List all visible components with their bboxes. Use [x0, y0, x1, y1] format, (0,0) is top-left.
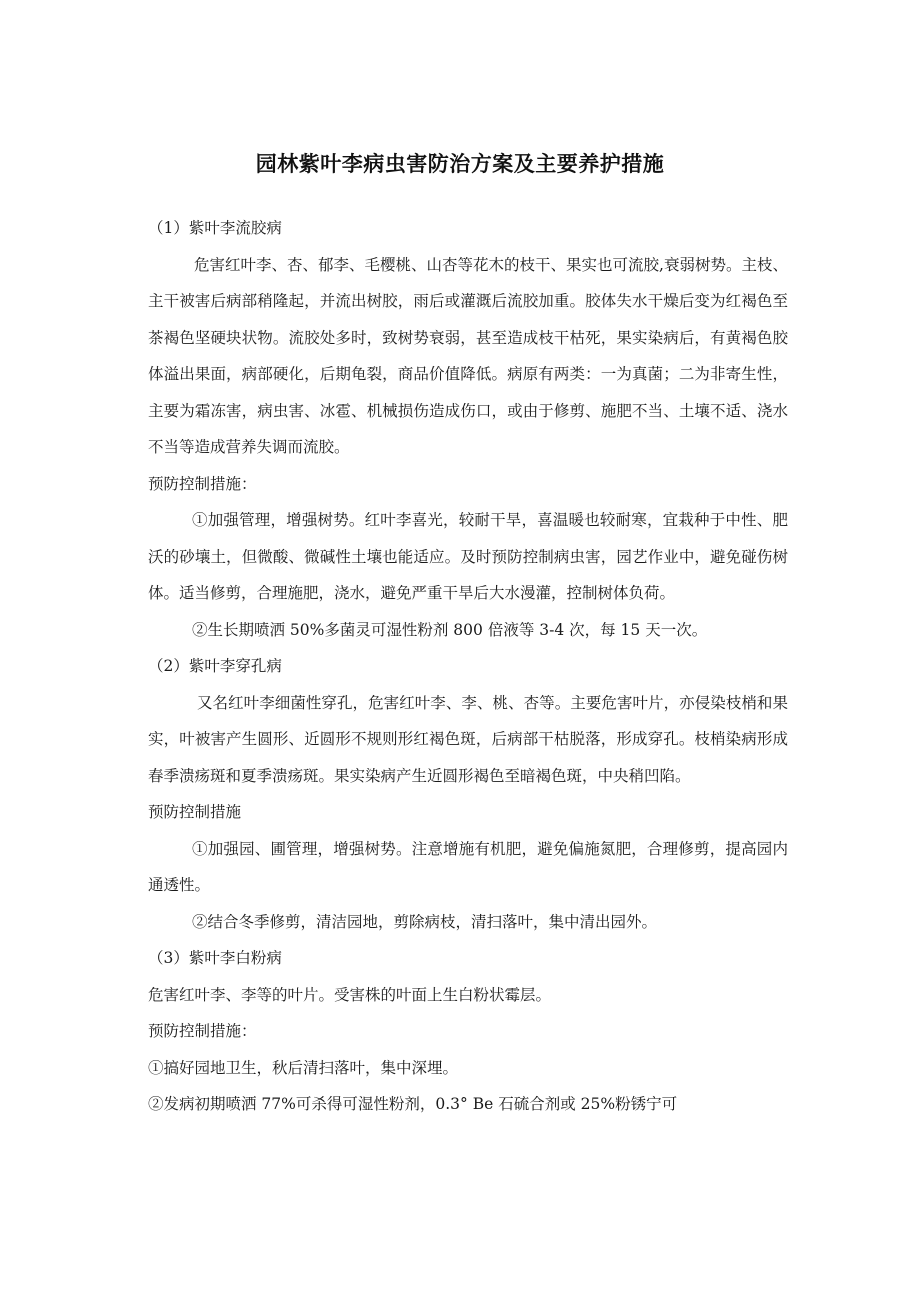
paragraph-gummosis-description: 危害红叶李、杏、郁李、毛樱桃、山杏等花木的枝干、果实也可流胶,衰弱树势。主枝、主干被害后病部稍隆起，并流出树胶，雨后或灌溉后流胶加重。胶体失水干燥后变为红褐色至茶褐色坚硬块状物。流胶处多时，致树势衰弱，甚至造成枝干枯死，果实染病后，有黄褐色胶体溢出果面，病部硬化，后期龟裂，商品价值降低。病原有两类：一为真菌；二为非寄生性，主要为霜冻害，病虫害、冰雹、机械损伤造成伤口，或由于修剪、施肥不当、土壤不适、浇水不当等造成营养失调而流胶。	[148, 255, 788, 456]
subheading-prevention-gummosis: 预防控制措施：	[148, 474, 257, 493]
section-heading-gummosis: （1）紫叶李流胶病	[148, 219, 282, 237]
document-title: 园林紫叶李病虫害防治方案及主要养护措施	[255, 152, 665, 176]
prevention-item-gummosis-2: ②生长期喷洒 50%多菌灵可湿性粉剂 800 倍液等 3-4 次，每 15 天一次。	[192, 620, 708, 639]
section-heading-shot-hole: （2）紫叶李穿孔病	[148, 657, 282, 675]
document-body	[148, 210, 788, 1123]
prevention-item-powdery-mildew-2: ②发病初期喷洒 77%可杀得可湿性粉剂，0.3° Be 石硫合剂或 25%粉锈宁可	[148, 1095, 678, 1113]
subheading-prevention-shot-hole: 预防控制措施	[148, 803, 242, 821]
paragraph-powdery-mildew-description: 危害红叶李、李等的叶片。受害株的叶面上生白粉状霉层。	[148, 985, 552, 1004]
prevention-item-shot-hole-2: ②结合冬季修剪，清洁园地，剪除病枝，清扫落叶，集中清出园外。	[192, 912, 658, 931]
prevention-item-powdery-mildew-1: ①搞好园地卫生，秋后清扫落叶，集中深埋。	[148, 1058, 459, 1077]
section-heading-powdery-mildew: （3）紫叶李白粉病	[148, 949, 282, 967]
subheading-prevention-powdery-mildew: 预防控制措施：	[148, 1022, 257, 1040]
paragraph-shot-hole-description: 又名红叶李细菌性穿孔，危害红叶李、李、桃、杏等。主要危害叶片，亦侵染枝梢和果实，叶被害产生圆形、近圆形不规则形红褐色斑，后病部干枯脱落，形成穿孔。枝梢染病形成春季溃疡斑和夏季溃疡斑。果实染病产生近圆形褐色至暗褐色斑，中央稍凹陷。	[148, 693, 788, 785]
prevention-item-gummosis-1: ①加强管理，增强树势。红叶李喜光，较耐干旱，喜温暖也较耐寒，宜栽种于中性、肥沃的砂壤土，但微酸、微碱性土壤也能适应。及时预防控制病虫害，园艺作业中，避免碰伤树体。适当修剪，合理施肥，浇水，避免严重干旱后大水漫灌，控制树体负荷。	[148, 511, 788, 602]
prevention-item-shot-hole-1: ①加强园、圃管理，增强树势。注意增施有机肥，避免偏施氮肥，合理修剪，提高园内通透性。	[148, 839, 788, 894]
